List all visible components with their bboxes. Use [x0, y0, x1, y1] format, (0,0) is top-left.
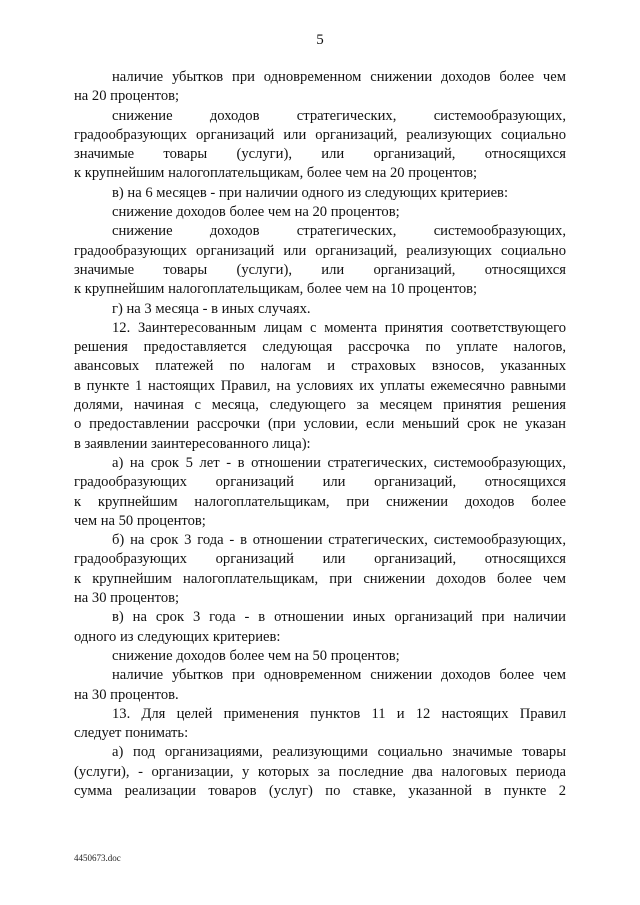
- text-line: следует понимать:: [74, 725, 189, 742]
- document-body: [74, 68, 566, 801]
- text-line: снижение доходов стратегических, системообразующих,: [112, 107, 566, 124]
- text-line: к крупнейшим налогоплательщикам, при снижении доходов более чем: [74, 570, 566, 587]
- text-line: градообразующих организаций или организаций, реализующих социально: [74, 242, 566, 259]
- document-filename: 4450673.doc: [74, 853, 121, 863]
- text-line: а) под организациями, реализующими социально значимые товары: [112, 744, 566, 761]
- text-line: б) на срок 3 года - в отношении стратегических, системообразующих,: [112, 532, 566, 549]
- text-line: значимые товары (услуги), или организаций, относящихся: [74, 261, 566, 278]
- text-line: сумма реализации товаров (услуг) по ставке, указанной в пункте 2: [74, 782, 566, 799]
- text-line: решения предоставляется следующая рассрочка по уплате налогов,: [74, 339, 566, 356]
- text-line: в) на срок 3 года - в отношении иных организаций при наличии: [112, 609, 566, 626]
- text-line: а) на срок 5 лет - в отношении стратегических, системообразующих,: [112, 454, 566, 471]
- text-line: 12. Заинтересованным лицам с момента принятия соответствующего: [112, 319, 566, 336]
- text-line: чем на 50 процентов;: [74, 512, 206, 529]
- text-line: г) на 3 месяца - в иных случаях.: [112, 300, 311, 317]
- text-line: долями, начиная с месяца, следующего за месяцем принятия решения: [74, 397, 566, 414]
- text-line: наличие убытков при одновременном снижении доходов более чем: [112, 69, 566, 85]
- text-line: значимые товары (услуги), или организаций, относящихся: [74, 146, 566, 163]
- text-line: в заявлении заинтересованного лица):: [74, 435, 311, 452]
- text-line: о предоставлении рассрочки (при условии, если меньший срок не указан: [74, 416, 566, 433]
- text-line: в пункте 1 настоящих Правил, на условиях их уплаты ежемесячно равными: [74, 377, 566, 394]
- text-line: в) на 6 месяцев - при наличии одного из следующих критериев:: [112, 184, 509, 201]
- text-line: к крупнейшим налогоплательщикам, при снижении доходов более: [74, 493, 566, 510]
- page-number: 5: [316, 32, 324, 48]
- text-line: на 20 процентов;: [74, 88, 180, 105]
- text-line: градообразующих организаций или организаций, относящихся: [74, 551, 566, 568]
- text-line: авансовых платежей по налогам и страховых взносов, указанных: [74, 358, 566, 375]
- text-line: снижение доходов более чем на 20 процентов;: [112, 204, 400, 221]
- text-line: градообразующих организаций или организаций, реализующих социально: [74, 126, 566, 143]
- text-line: снижение доходов более чем на 50 процентов;: [112, 647, 400, 664]
- text-line: на 30 процентов.: [74, 686, 179, 703]
- text-line: одного из следующих критериев:: [74, 628, 281, 645]
- text-line: к крупнейшим налогоплательщикам, более чем на 10 процентов;: [74, 281, 478, 298]
- text-line: 13. Для целей применения пунктов 11 и 12 настоящих Правил: [112, 705, 566, 722]
- text-line: снижение доходов стратегических, системообразующих,: [112, 223, 566, 240]
- text-line: на 30 процентов;: [74, 590, 180, 607]
- text-line: к крупнейшим налогоплательщикам, более чем на 20 процентов;: [74, 165, 478, 182]
- text-line: (услуги), - организации, у которых за последние два налоговых периода: [74, 763, 566, 780]
- text-line: градообразующих организаций или организаций, относящихся: [74, 474, 566, 491]
- text-line: наличие убытков при одновременном снижении доходов более чем: [112, 667, 566, 684]
